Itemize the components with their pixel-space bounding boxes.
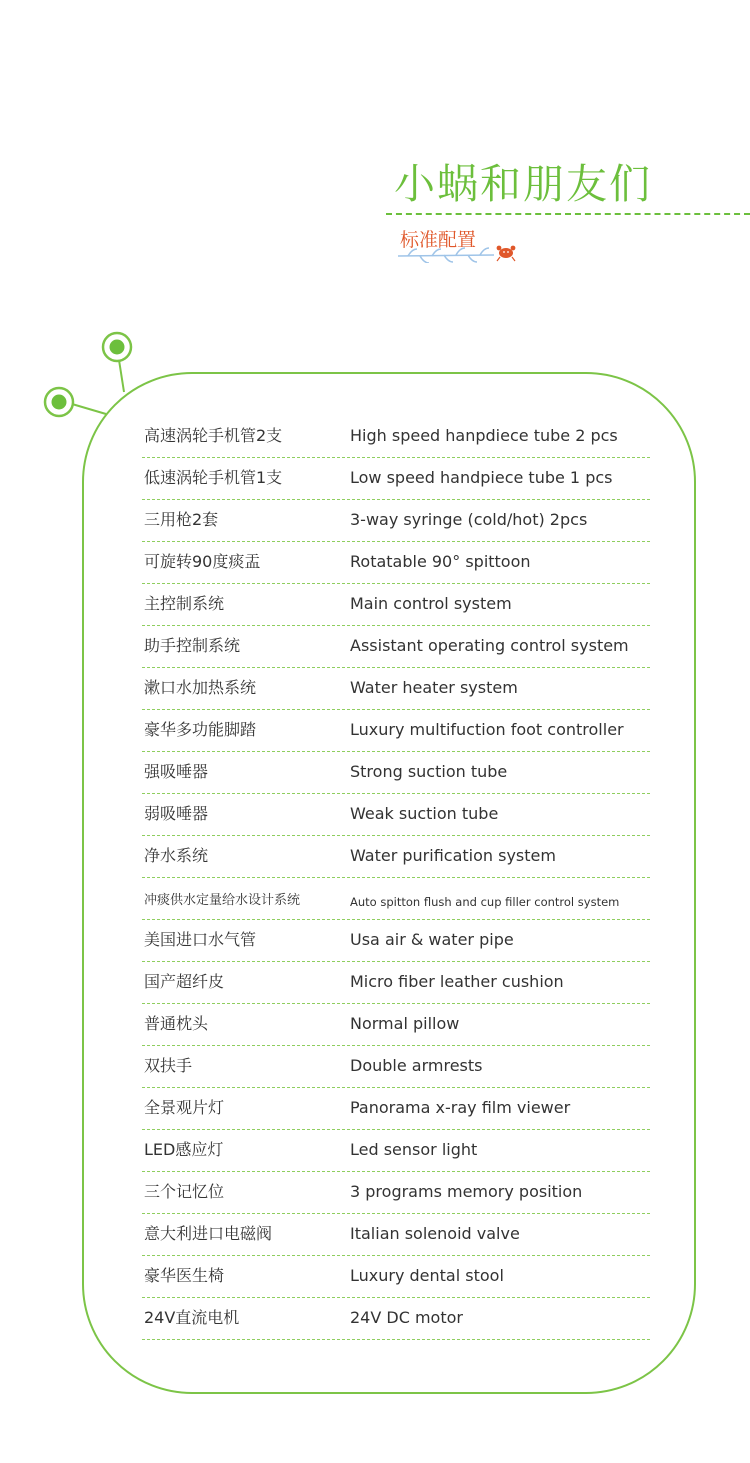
spec-row xyxy=(142,584,650,626)
spec-row xyxy=(142,416,650,458)
spec-en-label: Italian solenoid valve xyxy=(350,1224,520,1243)
spec-en-label: Auto spitton flush and cup filler control system xyxy=(350,895,620,909)
spec-cn-label: 意大利进口电磁阀 xyxy=(144,1224,273,1243)
spec-en-label: High speed hanpdiece tube 2 pcs xyxy=(350,426,618,445)
title-dashed-divider xyxy=(386,213,750,215)
spec-cn-label: 净水系统 xyxy=(144,846,209,865)
spec-en-label: 3-way syringe (cold/hot) 2pcs xyxy=(350,510,588,529)
spec-cn-label: 全景观片灯 xyxy=(144,1098,225,1117)
spec-cn-label: 三个记忆位 xyxy=(144,1182,225,1201)
spec-cn-label: 三用枪2套 xyxy=(144,510,219,529)
spec-en-label: 24V DC motor xyxy=(350,1308,463,1327)
spec-row xyxy=(142,1298,650,1340)
spec-row xyxy=(142,836,650,878)
spec-en-label: Weak suction tube xyxy=(350,804,499,823)
spec-cn-label: 豪华多功能脚踏 xyxy=(144,720,257,739)
spec-en-label: Rotatable 90° spittoon xyxy=(350,552,531,571)
spec-row xyxy=(142,626,650,668)
spec-cn-label: 美国进口水气管 xyxy=(144,930,257,949)
crab-icon xyxy=(497,246,516,261)
spec-cn-label: 冲痰供水定量给水设计系统 xyxy=(144,893,301,908)
spec-en-label: Double armrests xyxy=(350,1056,483,1075)
antenna-eye-upper-icon xyxy=(103,333,131,361)
spec-row xyxy=(142,878,650,920)
spec-cn-label: 豪华医生椅 xyxy=(144,1266,225,1285)
branch-decoration-icon xyxy=(396,243,518,263)
spec-cn-label: 低速涡轮手机管1支 xyxy=(144,468,283,487)
spec-row xyxy=(142,794,650,836)
spec-cn-label: 双扶手 xyxy=(144,1056,193,1075)
spec-en-label: Assistant operating control system xyxy=(350,636,629,655)
spec-row xyxy=(142,710,650,752)
spec-cn-label: 国产超纤皮 xyxy=(144,972,225,991)
antenna-eye-lower-icon xyxy=(45,388,73,416)
spec-row xyxy=(142,1088,650,1130)
spec-row xyxy=(142,1214,650,1256)
spec-row xyxy=(142,500,650,542)
spec-en-label: Panorama x-ray film viewer xyxy=(350,1098,571,1117)
spec-row xyxy=(142,1172,650,1214)
spec-row xyxy=(142,668,650,710)
spec-en-label: Luxury dental stool xyxy=(350,1266,504,1285)
spec-row xyxy=(142,458,650,500)
spec-cn-label: 高速涡轮手机管2支 xyxy=(144,426,283,445)
spec-row xyxy=(142,962,650,1004)
spec-row xyxy=(142,1256,650,1298)
spec-en-label: Luxury multifuction foot controller xyxy=(350,720,624,739)
spec-row xyxy=(142,1004,650,1046)
spec-list xyxy=(142,416,650,1340)
spec-en-label: Low speed handpiece tube 1 pcs xyxy=(350,468,613,487)
spec-cn-label: 强吸唾器 xyxy=(144,762,209,781)
spec-row xyxy=(142,1046,650,1088)
spec-en-label: Water purification system xyxy=(350,846,556,865)
spec-en-label: Main control system xyxy=(350,594,512,613)
brand-title: 小蜗和朋友们 xyxy=(394,160,652,208)
spec-en-label: Water heater system xyxy=(350,678,518,697)
spec-en-label: Usa air & water pipe xyxy=(350,930,514,949)
spec-en-label: 3 programs memory position xyxy=(350,1182,583,1201)
spec-cn-label: LED感应灯 xyxy=(144,1140,224,1159)
spec-en-label: Led sensor light xyxy=(350,1140,478,1159)
spec-cn-label: 漱口水加热系统 xyxy=(144,678,257,697)
spec-row xyxy=(142,920,650,962)
spec-en-label: Micro fiber leather cushion xyxy=(350,972,564,991)
spec-cn-label: 普通枕头 xyxy=(144,1014,209,1033)
spec-cn-label: 24V直流电机 xyxy=(144,1308,240,1327)
spec-row xyxy=(142,542,650,584)
section-title: 标准配置 xyxy=(400,229,477,251)
spec-row xyxy=(142,1130,650,1172)
spec-en-label: Normal pillow xyxy=(350,1014,460,1033)
spec-cn-label: 可旋转90度痰盂 xyxy=(144,552,261,571)
spec-cn-label: 助手控制系统 xyxy=(144,636,241,655)
spec-cn-label: 主控制系统 xyxy=(144,594,225,613)
spec-row xyxy=(142,752,650,794)
spec-cn-label: 弱吸唾器 xyxy=(144,804,209,823)
spec-en-label: Strong suction tube xyxy=(350,762,508,781)
